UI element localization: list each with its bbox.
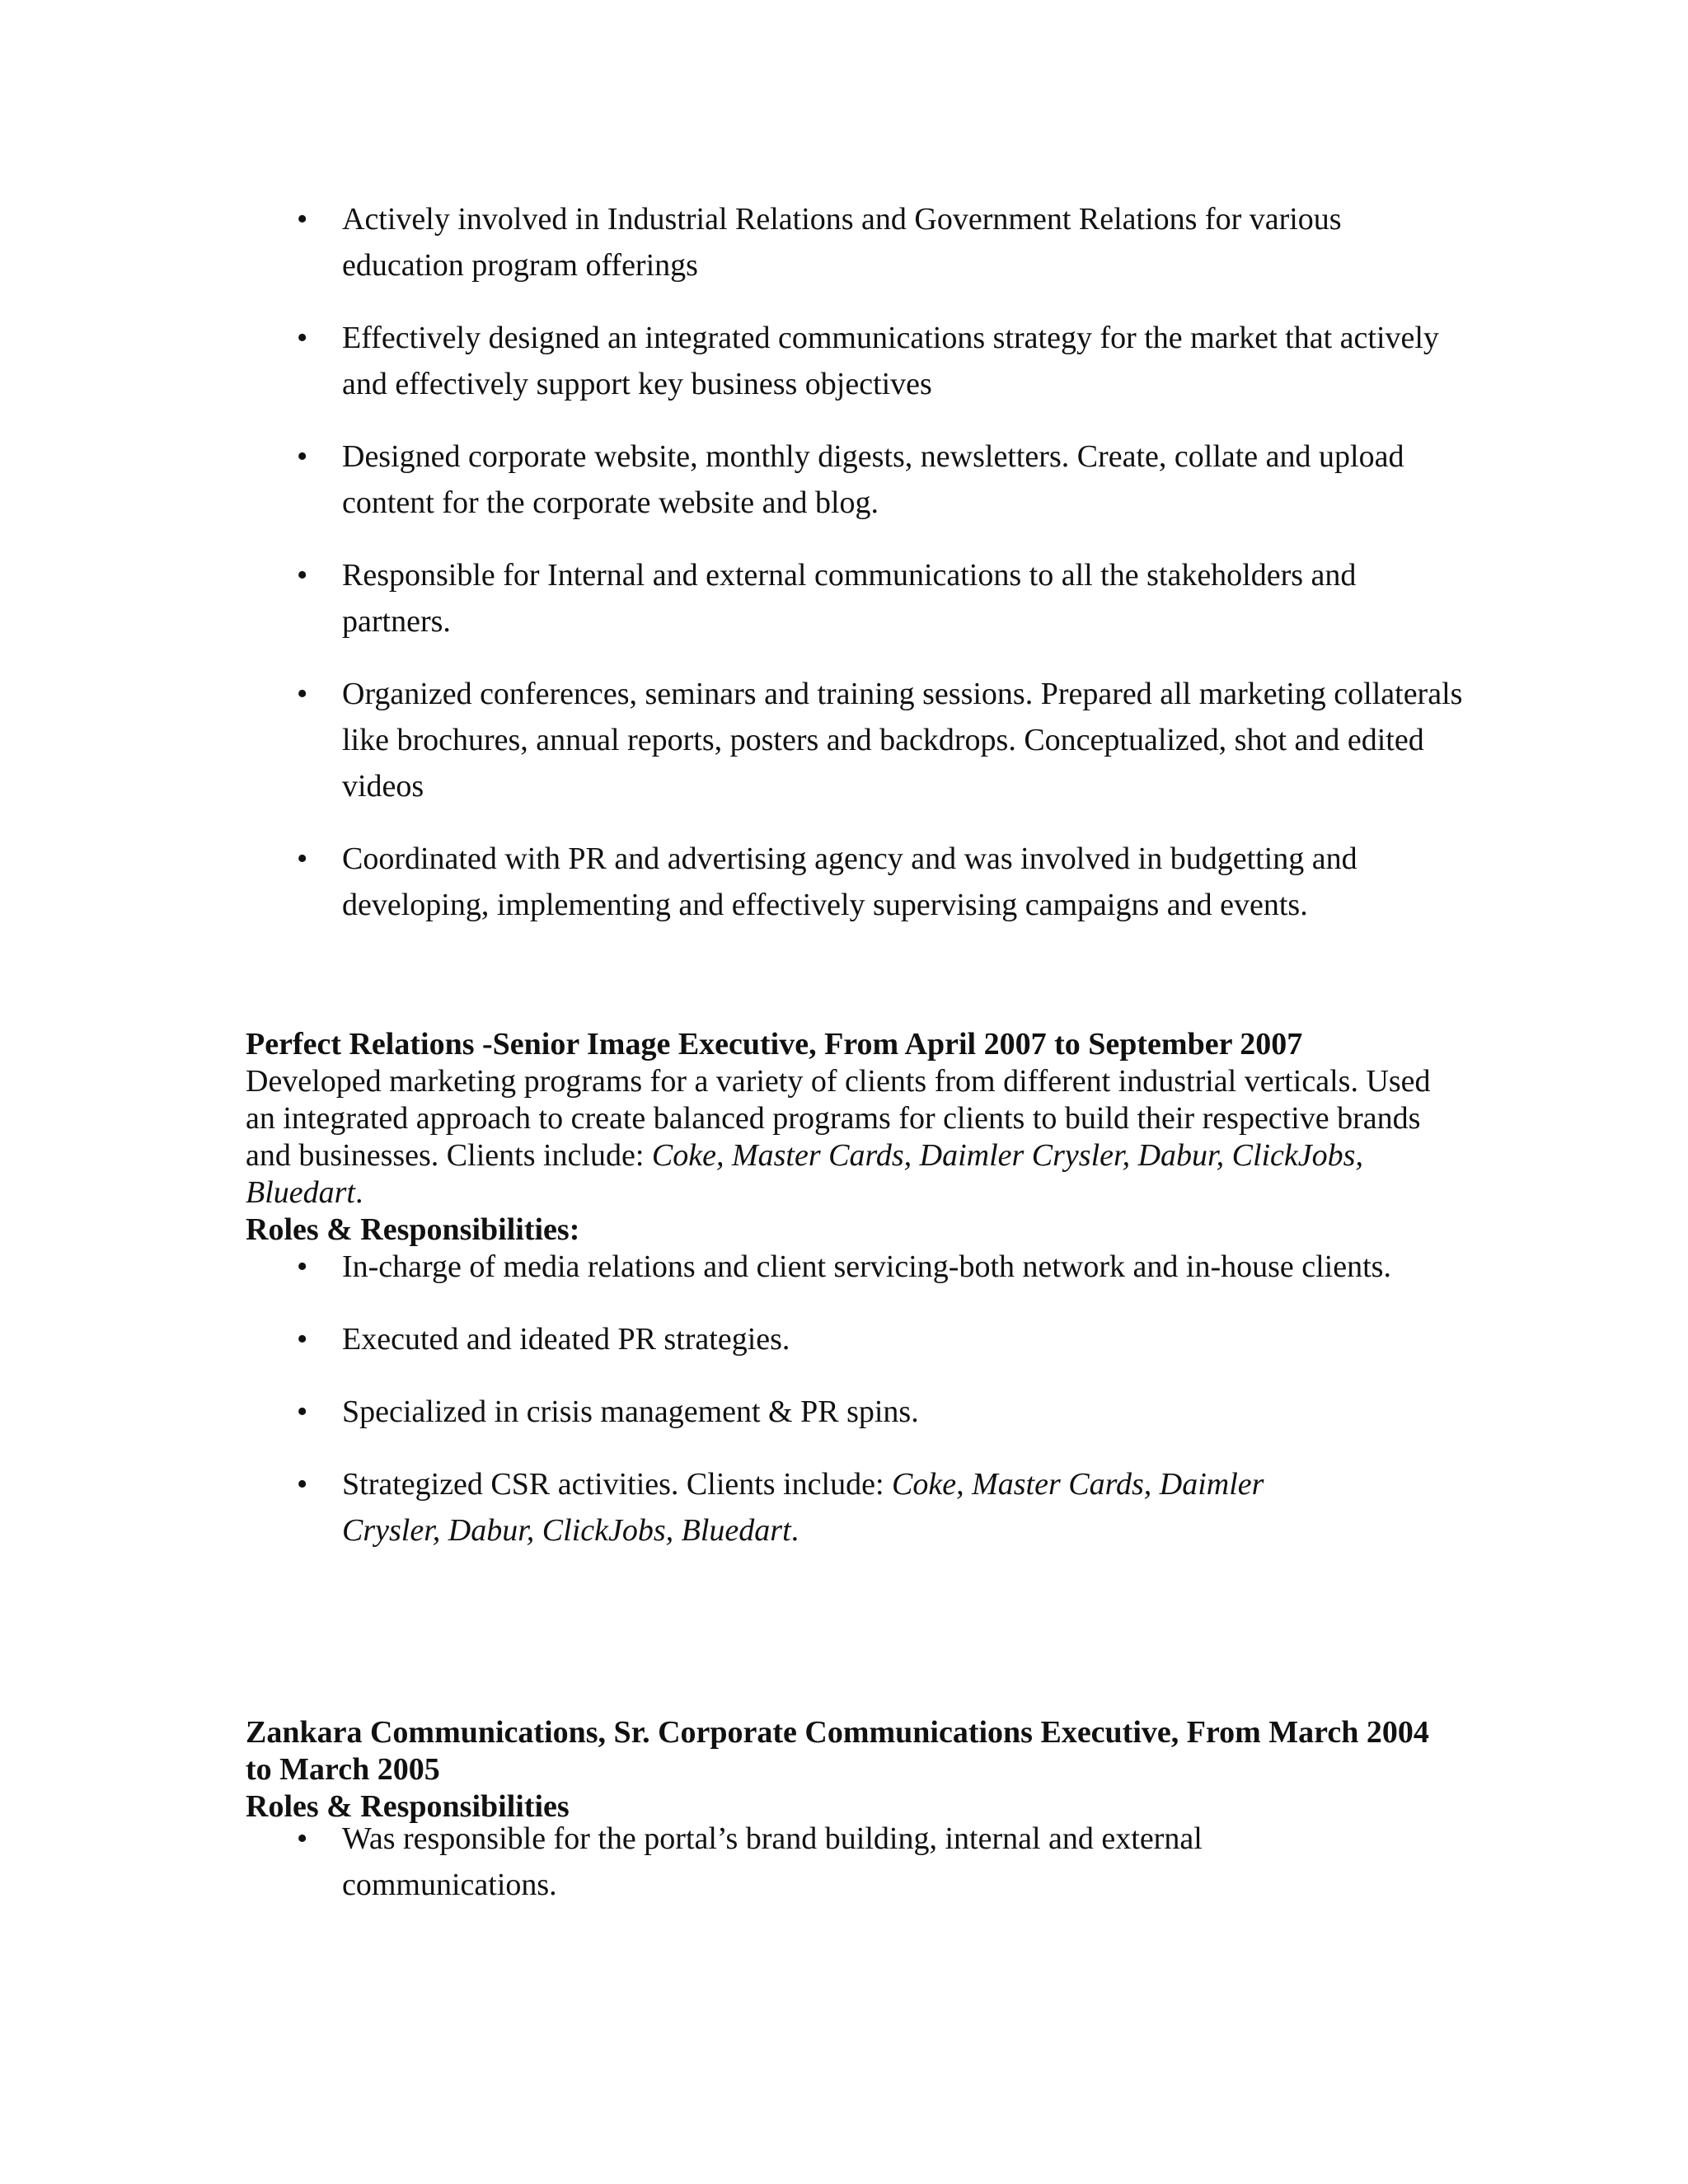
bullet-clients: Coke, Master Cards, Daimler Crysler, Dabur, ClickJobs, Bluedart xyxy=(342,1467,1264,1548)
list-item: • Actively involved in Industrial Relations and Government Relations for various education program offerings xyxy=(342,196,1447,288)
roles-heading: Roles & Responsibilities: xyxy=(246,1212,580,1247)
bullet-text: Strategized CSR activities. Clients include: xyxy=(342,1467,893,1502)
list-item: • Organized conferences, seminars and training sessions. Prepared all marketing collaterals like brochures, annual reports, posters and backdrops. Conceptualized, shot and edited videos xyxy=(342,671,1463,809)
list-item: • Was responsible for the portal’s brand building, internal and external communications. xyxy=(342,1816,1273,1908)
zankara-roles-list xyxy=(342,1816,1447,1934)
responsibilities-list xyxy=(342,196,1463,954)
list-item: • Specialized in crisis management & PR spins. xyxy=(342,1389,1447,1435)
list-item: • Coordinated with PR and advertising agency and was involved in budgetting and developing, implementing and effectively supervising campaigns and events. xyxy=(342,836,1451,928)
job-description xyxy=(246,1063,1432,1212)
zankara-section xyxy=(246,1714,1449,1825)
description-end: . xyxy=(354,1175,363,1210)
list-item: • Designed corporate website, monthly digests, newsletters. Create, collate and upload content for the corporate website and blog. xyxy=(342,434,1447,526)
list-item xyxy=(342,1461,1331,1554)
job-heading: Zankara Communications, Sr. Corporate Communications Executive, From March 2004 to March 2005 xyxy=(246,1715,1429,1787)
list-item: • Responsible for Internal and external communications to all the stakeholders and partners. xyxy=(342,552,1447,644)
list-item: • Executed and ideated PR strategies. xyxy=(342,1316,1447,1362)
perfect-relations-roles-list xyxy=(342,1244,1447,1580)
perfect-relations-section xyxy=(246,1026,1449,1249)
job-heading: Perfect Relations -Senior Image Executive, From April 2007 to September 2007 xyxy=(246,1027,1303,1062)
bullet-end: . xyxy=(790,1513,799,1548)
description-clients: Coke, Master Cards, Daimler Crysler, Dabur, ClickJobs, Bluedart xyxy=(246,1138,1363,1210)
roles-heading: Roles & Responsibilities xyxy=(246,1789,570,1824)
description-text: Developed marketing programs for a variety of clients from different industrial verticals. Used an integrated approach to create balanced programs for clients to build their respective brands and businesses. Clients include: xyxy=(246,1064,1431,1173)
list-item: • In-charge of media relations and client servicing-both network and in-house clients. xyxy=(342,1244,1447,1290)
list-item: • Effectively designed an integrated communications strategy for the market that actively and effectively support key business objectives xyxy=(342,315,1447,407)
